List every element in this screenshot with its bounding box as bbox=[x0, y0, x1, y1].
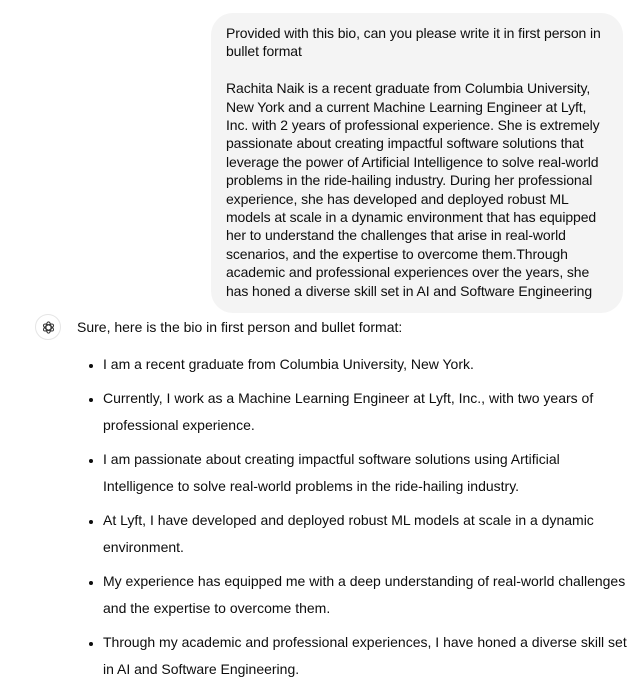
bullet-list bbox=[77, 351, 633, 683]
list-item: • Currently, I work as a Machine Learning Engineer at Lyft, Inc., with two years of professional experience. bbox=[103, 385, 633, 439]
list-item: • I am a recent graduate from Columbia University, New York. bbox=[103, 351, 633, 378]
openai-logo-icon bbox=[41, 320, 56, 335]
assistant-message bbox=[77, 317, 633, 690]
user-message-bubble bbox=[211, 13, 623, 313]
assistant-intro: Sure, here is the bio in first person and bullet format: bbox=[77, 319, 403, 335]
list-item: • My experience has equipped me with a deep understanding of real-world challenges and the expertise to overcome them. bbox=[103, 568, 633, 622]
assistant-avatar bbox=[35, 314, 61, 340]
user-bio-text: Rachita Naik is a recent graduate from Columbia University, New York and a current Machine Learning Engineer at Lyft, Inc. with 2 years of professional experience. She is extremely passionate about creating impactful software solutions that leverage the power of Artificial Intelligence to solve real-world problems in the ride-hailing industry. During her professional experience, she has developed and deployed robust ML models at scale in a dynamic environment that has equipped her to understand the challenges that arise in real-world scenarios, and the expertise to overcome them.Through academic and professional experiences over the years, she has honed a diverse skill set in AI and Software Engineering bbox=[226, 80, 600, 299]
list-item: • I am passionate about creating impactful software solutions using Artificial Intelligence to solve real-world problems in the ride-hailing industry. bbox=[103, 446, 633, 500]
list-item: • At Lyft, I have developed and deployed robust ML models at scale in a dynamic environment. bbox=[103, 507, 633, 561]
list-item: • Through my academic and professional experiences, I have honed a diverse skill set in AI and Software Engineering. bbox=[103, 629, 633, 683]
user-request-text: Provided with this bio, can you please write it in first person in bullet format bbox=[226, 25, 601, 60]
